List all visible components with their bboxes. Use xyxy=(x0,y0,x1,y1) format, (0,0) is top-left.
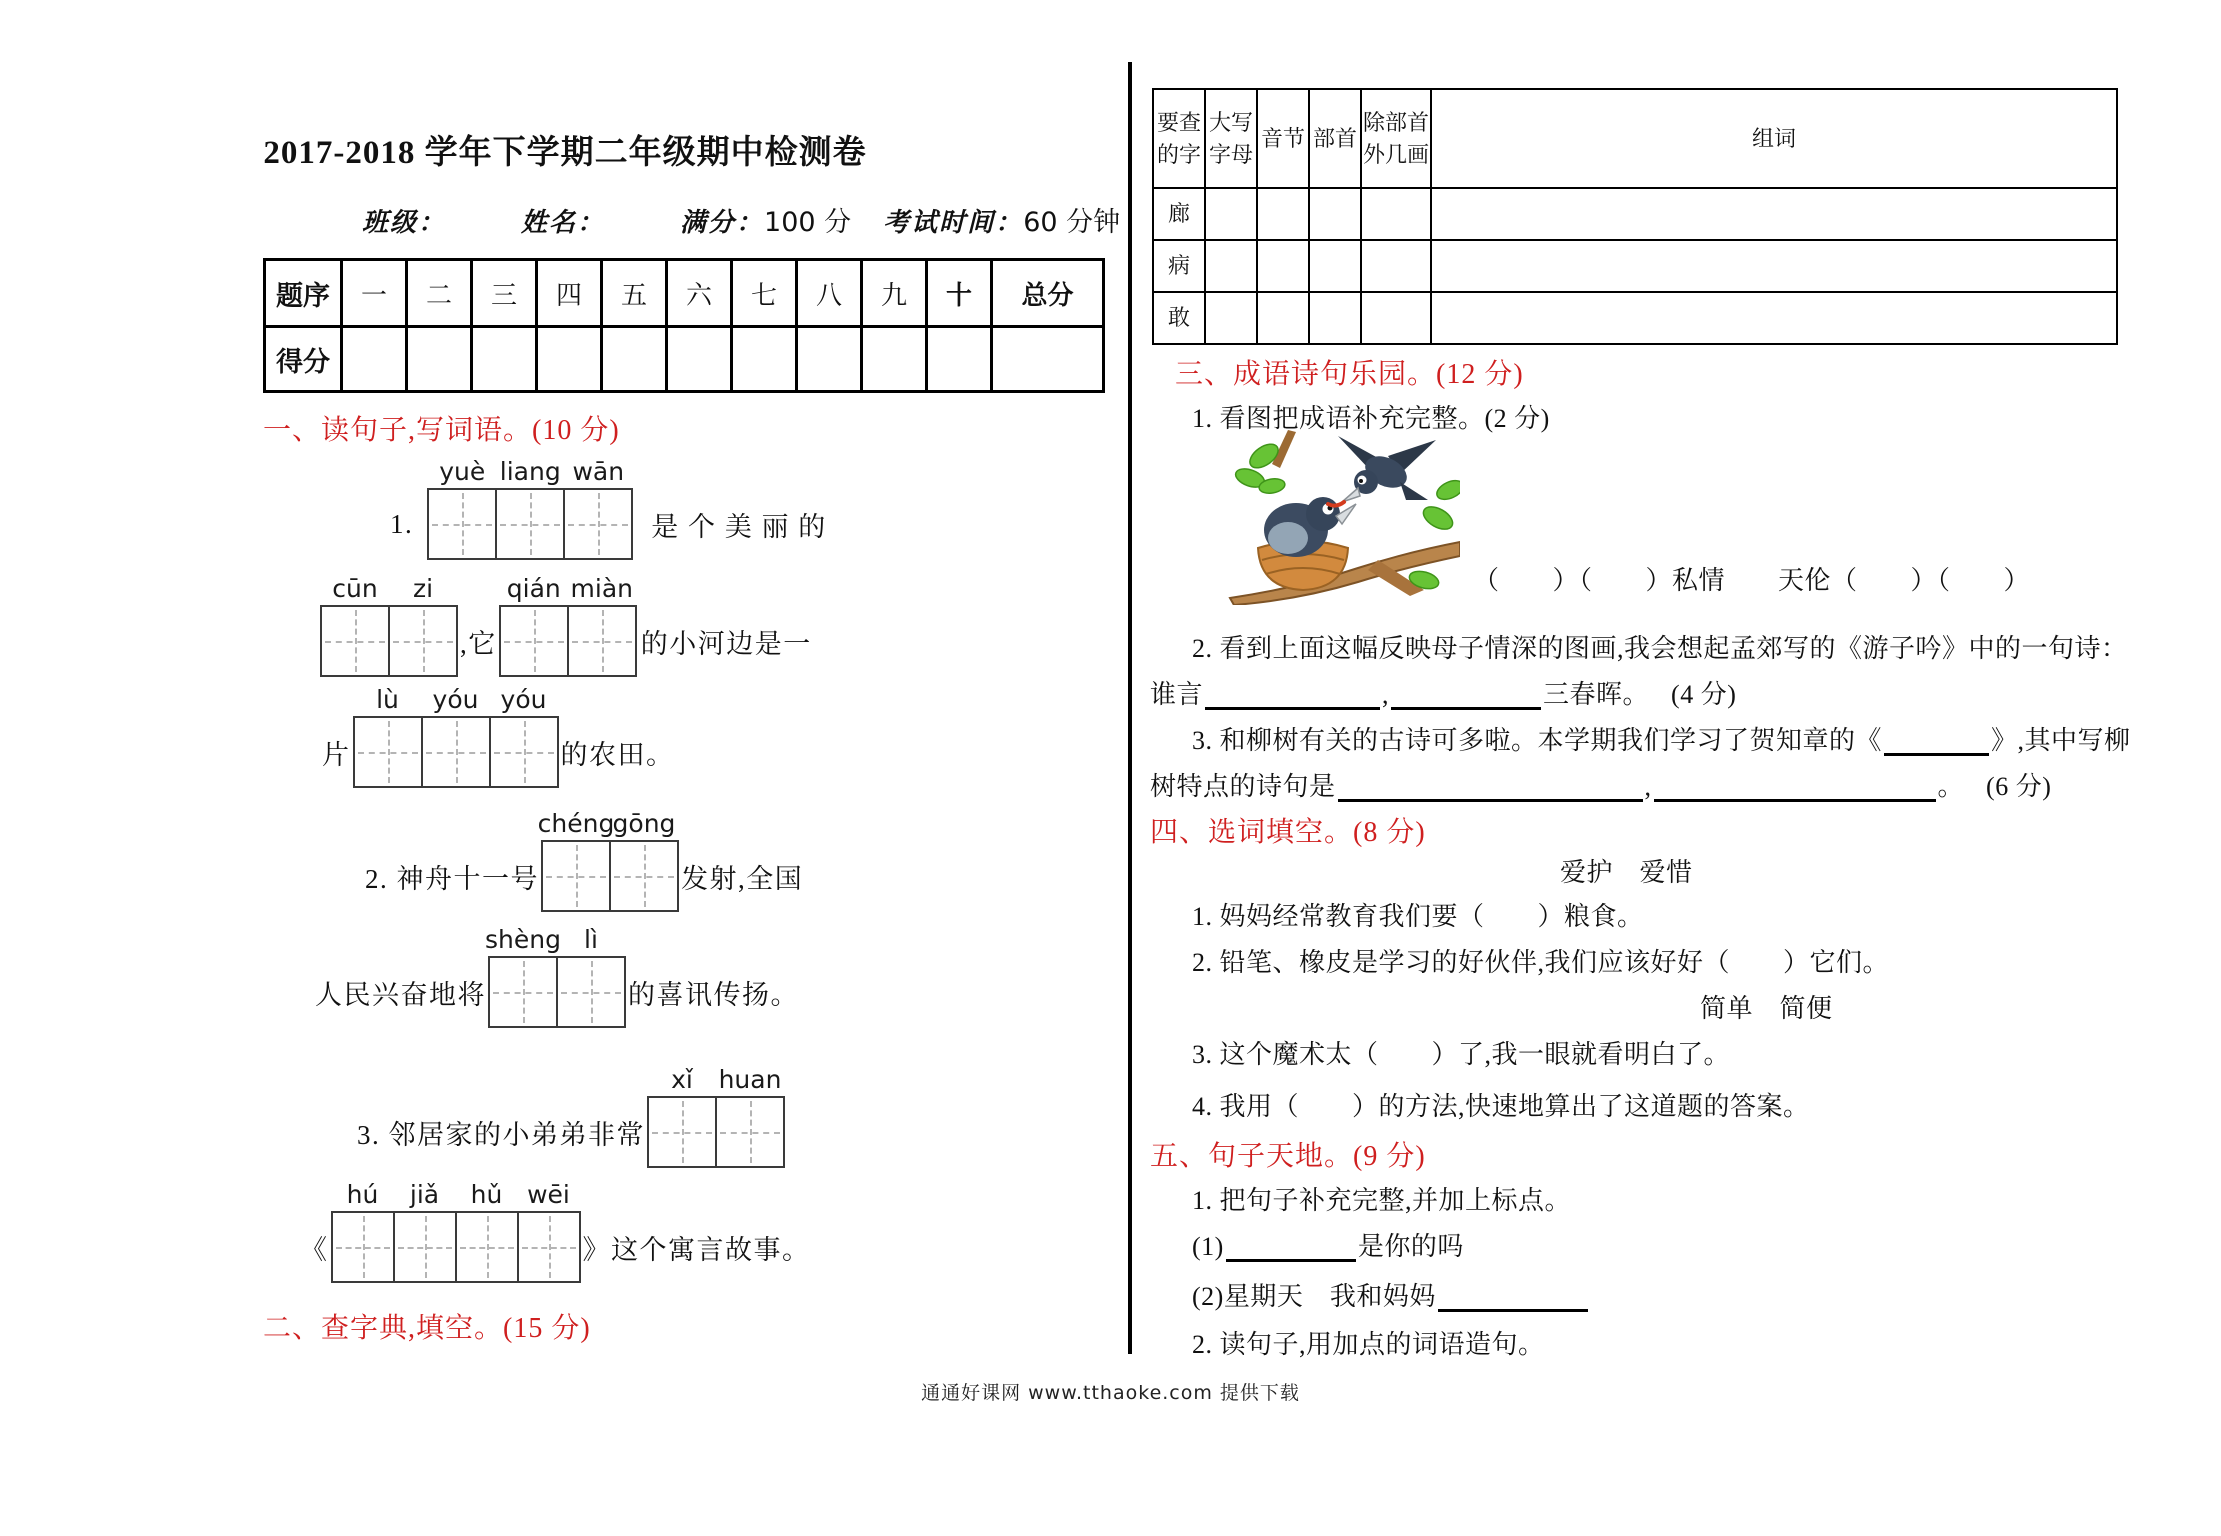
section5-item2: 2. 读句子,用加点的词语造句。 xyxy=(1192,1330,1545,1359)
writing-cell[interactable] xyxy=(558,925,624,1026)
dict-cell[interactable] xyxy=(1257,292,1309,344)
footer: 通通好课网 www.tthaoke.com 提供下载 xyxy=(921,1382,1300,1404)
q1-text2: ,它 xyxy=(460,628,497,659)
question-number: 九 xyxy=(862,260,927,327)
item3-score: (6 分) xyxy=(1986,772,2052,801)
dict-cell[interactable] xyxy=(1257,188,1309,240)
pinyin-label: liang xyxy=(499,457,561,486)
sub2-pre: (2)星期天 我和妈妈 xyxy=(1192,1282,1436,1311)
pinyin-label: hú xyxy=(346,1180,379,1209)
score-cell[interactable] xyxy=(342,327,407,392)
section4-item2: 2. 铅笔、橡皮是学习的好伙伴,我们应该好好（ ）它们。 xyxy=(1192,948,1890,977)
dict-header-strokes: 除部首外几画 xyxy=(1361,89,1431,188)
q3-line1 xyxy=(357,1065,785,1168)
dict-header-capital: 大写字母 xyxy=(1205,89,1257,188)
crows-feeding-illustration xyxy=(1228,430,1460,605)
writing-cell[interactable] xyxy=(649,1065,717,1166)
poem-title-blank[interactable] xyxy=(1884,723,1989,756)
page-title: 2017-2018 学年下学期二年级期中检测卷 xyxy=(263,135,867,171)
score-cell[interactable] xyxy=(407,327,472,392)
section3-item1: 1. 看图把成语补充完整。(2 分) xyxy=(1192,404,1550,433)
pinyin-label: huan xyxy=(718,1065,782,1094)
writing-cell[interactable] xyxy=(395,1180,457,1281)
score-table-row2-label: 得分 xyxy=(265,327,342,392)
section4-heading: 四、选词填空。(8 分) xyxy=(1150,817,1426,848)
pinyin-label: miàn xyxy=(570,574,633,603)
dict-cell[interactable] xyxy=(1309,292,1361,344)
word-pair-2: 简单 简便 xyxy=(1700,994,1833,1023)
question-number: 十 xyxy=(927,260,992,327)
total-score-cell[interactable] xyxy=(992,327,1104,392)
score-table-row1-label: 题序 xyxy=(265,260,342,327)
name-label: 姓名： xyxy=(521,208,606,237)
verse-blank-2[interactable] xyxy=(1654,769,1936,802)
pinyin-label: gōng xyxy=(612,809,676,838)
q1-number: 1. xyxy=(390,508,414,539)
item3-pre: 3. 和柳树有关的古诗可多啦。本学期我们学习了贺知章的《 xyxy=(1192,726,1883,755)
column-divider xyxy=(1128,62,1132,1354)
writing-grid-hujiahuwei[interactable] xyxy=(331,1180,581,1283)
question-number: 五 xyxy=(602,260,667,327)
pinyin-label: chéng xyxy=(537,809,615,838)
writing-cell[interactable] xyxy=(717,1065,783,1166)
q1-text3: 的小河边是一 xyxy=(640,628,812,659)
sentence-blank-1[interactable] xyxy=(1226,1229,1356,1262)
dict-cell[interactable] xyxy=(1205,240,1257,292)
item3-l2-pre: 树特点的诗句是 xyxy=(1150,772,1336,801)
item2-score: (4 分) xyxy=(1671,680,1737,709)
q1-text4-pre: 片 xyxy=(322,739,351,770)
exam-time-value: 60 分钟 xyxy=(1023,207,1121,238)
sub1-number: (1) xyxy=(1192,1232,1224,1261)
item3-post: 》,其中写柳 xyxy=(1991,726,2131,755)
score-cell[interactable] xyxy=(602,327,667,392)
score-cell[interactable] xyxy=(667,327,732,392)
writing-grid-shengli[interactable] xyxy=(485,925,626,1028)
q3-text2-pre: 《 xyxy=(300,1234,329,1265)
idiom-fill-line[interactable]: （ ）（ ）私情 天伦（ ）（ ） xyxy=(1473,566,2031,595)
dict-cell[interactable] xyxy=(1361,292,1431,344)
writing-cell[interactable] xyxy=(457,1180,519,1281)
writing-cell[interactable] xyxy=(423,685,491,786)
section3-heading: 三、成语诗句乐园。(12 分) xyxy=(1175,359,1524,390)
section5-sub1 xyxy=(1192,1226,1464,1263)
section5-heading: 五、句子天地。(9 分) xyxy=(1150,1141,1426,1172)
score-cell[interactable] xyxy=(797,327,862,392)
q1-line1 xyxy=(390,457,827,560)
pinyin-label: lì xyxy=(584,925,598,954)
info-line xyxy=(362,200,1120,239)
section5-sub2 xyxy=(1192,1276,1590,1313)
section5-item1: 1. 把句子补充完整,并加上标点。 xyxy=(1192,1186,1572,1215)
poem-mid: , xyxy=(1382,680,1390,709)
q1-text4-post: 的农田。 xyxy=(560,739,675,770)
class-label: 班级： xyxy=(362,208,447,237)
writing-grid-xihuan[interactable] xyxy=(647,1065,785,1168)
writing-grid-qianmian[interactable] xyxy=(499,574,637,677)
pinyin-label: qián xyxy=(506,574,561,603)
dict-cell[interactable] xyxy=(1309,188,1361,240)
q2-text1-post: 发射,全国 xyxy=(681,863,804,894)
q2-line1 xyxy=(365,809,804,912)
pinyin-label: wān xyxy=(572,457,625,486)
question-number: 三 xyxy=(472,260,537,327)
writing-cell[interactable] xyxy=(611,809,677,910)
score-cell[interactable] xyxy=(927,327,992,392)
section1-heading: 一、读句子,写词语。(10 分) xyxy=(263,415,620,446)
dict-header-words: 组词 xyxy=(1431,89,2117,188)
q1-line3 xyxy=(322,685,675,788)
writing-cell[interactable] xyxy=(501,574,569,675)
writing-grid-lvyouyou[interactable] xyxy=(353,685,559,788)
poem-pre: 谁言 xyxy=(1150,680,1204,709)
writing-cell[interactable] xyxy=(429,457,497,558)
pinyin-label: yóu xyxy=(432,685,479,714)
pinyin-label: hǔ xyxy=(470,1180,503,1209)
poem-blank-2[interactable] xyxy=(1391,677,1541,710)
section4-item4: 4. 我用（ ）的方法,快速地算出了这道题的答案。 xyxy=(1192,1092,1810,1121)
writing-cell[interactable] xyxy=(390,574,456,675)
poem-post: 三春晖。 xyxy=(1543,680,1650,709)
pinyin-label: jiǎ xyxy=(409,1180,440,1209)
pinyin-label: wēi xyxy=(527,1180,570,1209)
writing-grid-cunzi[interactable] xyxy=(320,574,458,677)
score-cell[interactable] xyxy=(732,327,797,392)
writing-grid-chenggong[interactable] xyxy=(537,809,679,912)
sub1-post: 是你的吗 xyxy=(1357,1232,1464,1261)
q1-line2 xyxy=(320,574,812,677)
writing-cell[interactable] xyxy=(355,685,423,786)
writing-cell[interactable] xyxy=(537,809,615,910)
pinyin-label: yuè xyxy=(439,457,486,486)
dict-header-syllable: 音节 xyxy=(1257,89,1309,188)
dict-cell[interactable] xyxy=(1257,240,1309,292)
item3-l2-end: 。 xyxy=(1937,772,1965,801)
section4-item1: 1. 妈妈经常教育我们要（ ）粮食。 xyxy=(1192,902,1644,931)
writing-cell[interactable] xyxy=(519,1180,579,1281)
writing-cell[interactable] xyxy=(569,574,635,675)
writing-cell[interactable] xyxy=(497,457,565,558)
dict-cell[interactable] xyxy=(1309,240,1361,292)
q3-text1-pre: 3. 邻居家的小弟弟非常 xyxy=(357,1119,645,1150)
writing-cell[interactable] xyxy=(491,685,557,786)
dict-cell[interactable] xyxy=(1361,240,1431,292)
writing-cell[interactable] xyxy=(333,1180,395,1281)
total-score-header: 总分 xyxy=(992,260,1104,327)
pinyin-label: shèng xyxy=(485,925,561,954)
q2-text2-pre: 人民兴奋地将 xyxy=(315,979,486,1010)
writing-cell[interactable] xyxy=(322,574,390,675)
dict-row-char: 廊 xyxy=(1153,188,1205,240)
section3-item3-line1 xyxy=(1192,720,2131,757)
section3-item2-line1: 2. 看到上面这幅反映母子情深的图画,我会想起孟郊写的《游子吟》中的一句诗： xyxy=(1192,634,2128,663)
dictionary-table xyxy=(1152,88,2118,345)
score-cell[interactable] xyxy=(537,327,602,392)
dict-cell[interactable] xyxy=(1431,292,2117,344)
section2-heading: 二、查字典,填空。(15 分) xyxy=(263,1313,591,1344)
q3-line2 xyxy=(300,1180,811,1283)
question-number: 二 xyxy=(407,260,472,327)
full-score-label: 满分： xyxy=(680,208,765,237)
dict-header-radical: 部首 xyxy=(1309,89,1361,188)
dict-row-char: 敢 xyxy=(1153,292,1205,344)
dict-cell[interactable] xyxy=(1205,292,1257,344)
dict-row-char: 病 xyxy=(1153,240,1205,292)
writing-cell[interactable] xyxy=(565,457,631,558)
question-number: 八 xyxy=(797,260,862,327)
full-score-value: 100 分 xyxy=(764,207,852,238)
question-number: 六 xyxy=(667,260,732,327)
pinyin-label: xǐ xyxy=(671,1065,693,1094)
question-number: 一 xyxy=(342,260,407,327)
q2-text2-post: 的喜讯传扬。 xyxy=(628,979,799,1010)
verse-blank-1[interactable] xyxy=(1338,769,1643,802)
item3-l2-mid: , xyxy=(1644,772,1652,801)
question-number: 四 xyxy=(537,260,602,327)
dict-cell[interactable] xyxy=(1431,240,2117,292)
word-pair-1: 爱护 爱惜 xyxy=(1560,858,1693,887)
poem-blank-1[interactable] xyxy=(1205,677,1380,710)
score-cell[interactable] xyxy=(472,327,537,392)
q2-text1-pre: 2. 神舟十一号 xyxy=(365,863,539,894)
pinyin-label: cūn xyxy=(332,574,378,603)
dict-cell[interactable] xyxy=(1431,188,2117,240)
writing-cell[interactable] xyxy=(485,925,561,1026)
q2-line2 xyxy=(315,925,799,1028)
sentence-blank-2[interactable] xyxy=(1438,1279,1588,1312)
dict-cell[interactable] xyxy=(1361,188,1431,240)
writing-grid-yueliangwan[interactable] xyxy=(427,457,633,560)
dict-cell[interactable] xyxy=(1205,188,1257,240)
pinyin-label: zi xyxy=(412,574,434,603)
score-table xyxy=(263,258,1105,393)
score-cell[interactable] xyxy=(862,327,927,392)
section3-item3-line2 xyxy=(1150,766,2051,803)
question-number: 七 xyxy=(732,260,797,327)
section3-item2-line2 xyxy=(1150,674,1736,711)
young-crow xyxy=(1328,436,1436,506)
section4-item3: 3. 这个魔术太（ ）了,我一眼就看明白了。 xyxy=(1192,1040,1731,1069)
exam-time-label: 考试时间： xyxy=(883,208,1024,237)
q3-text2-post: 》这个寓言故事。 xyxy=(582,1234,811,1265)
pinyin-label: yóu xyxy=(500,685,547,714)
q1-text1: 是 个 美 丽 的 xyxy=(651,511,827,542)
dict-header-char: 要查的字 xyxy=(1153,89,1205,188)
pinyin-label: lù xyxy=(376,685,399,714)
